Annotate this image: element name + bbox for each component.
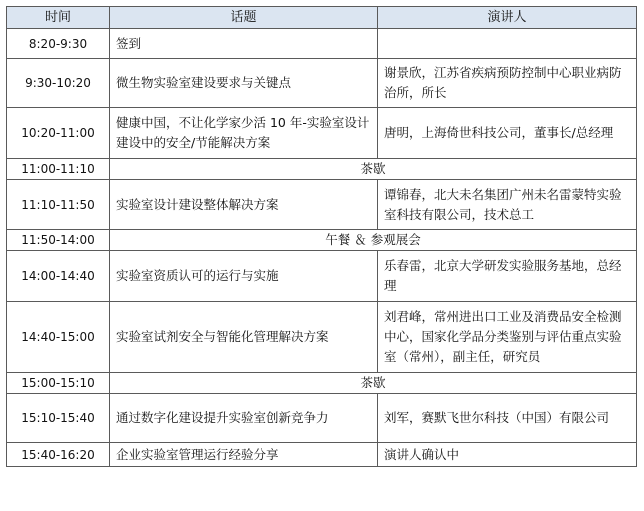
table-row <box>7 108 637 159</box>
break-row <box>7 230 637 251</box>
break-cell: 茶歇 <box>110 373 637 394</box>
topic-cell: 实验室设计建设整体解决方案 <box>110 180 378 230</box>
table-row <box>7 29 637 59</box>
speaker-cell: 谢景欣，江苏省疾病预防控制中心职业病防治所，所长 <box>378 59 637 108</box>
break-row <box>7 373 637 394</box>
table-row <box>7 394 637 443</box>
speaker-cell: 演讲人确认中 <box>378 443 637 467</box>
topic-cell: 通过数字化建设提升实验室创新竞争力 <box>110 394 378 443</box>
speaker-cell: 刘军，赛默飞世尔科技（中国）有限公司 <box>378 394 637 443</box>
table-row <box>7 302 637 373</box>
break-row <box>7 159 637 180</box>
schedule-table <box>6 6 637 467</box>
topic-cell: 健康中国，不让化学家少活 10 年-实验室设计建设中的安全/节能解决方案 <box>110 108 378 159</box>
time-cell: 14:40-15:00 <box>7 302 110 373</box>
time-cell: 10:20-11:00 <box>7 108 110 159</box>
table-row <box>7 59 637 108</box>
speaker-cell: 乐春雷，北京大学研发实验服务基地，总经理 <box>378 251 637 302</box>
time-cell: 15:00-15:10 <box>7 373 110 394</box>
table-row <box>7 251 637 302</box>
break-cell: 午餐 ＆ 参观展会 <box>110 230 637 251</box>
speaker-cell: 谭锦春，北大未名集团广州未名雷蒙特实验室科技有限公司，技术总工 <box>378 180 637 230</box>
topic-cell: 企业实验室管理运行经验分享 <box>110 443 378 467</box>
header-speaker: 演讲人 <box>378 7 637 29</box>
table-row <box>7 443 637 467</box>
time-cell: 11:50-14:00 <box>7 230 110 251</box>
table-row <box>7 180 637 230</box>
topic-cell: 微生物实验室建设要求与关键点 <box>110 59 378 108</box>
time-cell: 11:10-11:50 <box>7 180 110 230</box>
speaker-cell: 唐明，上海倚世科技公司，董事长/总经理 <box>378 108 637 159</box>
header-row <box>7 7 637 29</box>
topic-cell: 实验室资质认可的运行与实施 <box>110 251 378 302</box>
topic-cell: 实验室试剂安全与智能化管理解决方案 <box>110 302 378 373</box>
topic-cell: 签到 <box>110 29 378 59</box>
time-cell: 15:10-15:40 <box>7 394 110 443</box>
speaker-cell <box>378 29 637 59</box>
time-cell: 9:30-10:20 <box>7 59 110 108</box>
header-topic: 话题 <box>110 7 378 29</box>
time-cell: 8:20-9:30 <box>7 29 110 59</box>
time-cell: 15:40-16:20 <box>7 443 110 467</box>
speaker-cell: 刘君峰，常州进出口工业及消费品安全检测中心，国家化学品分类鉴别与评估重点实验室（常州），副主任，研究员 <box>378 302 637 373</box>
time-cell: 11:00-11:10 <box>7 159 110 180</box>
header-time: 时间 <box>7 7 110 29</box>
time-cell: 14:00-14:40 <box>7 251 110 302</box>
break-cell: 茶歇 <box>110 159 637 180</box>
